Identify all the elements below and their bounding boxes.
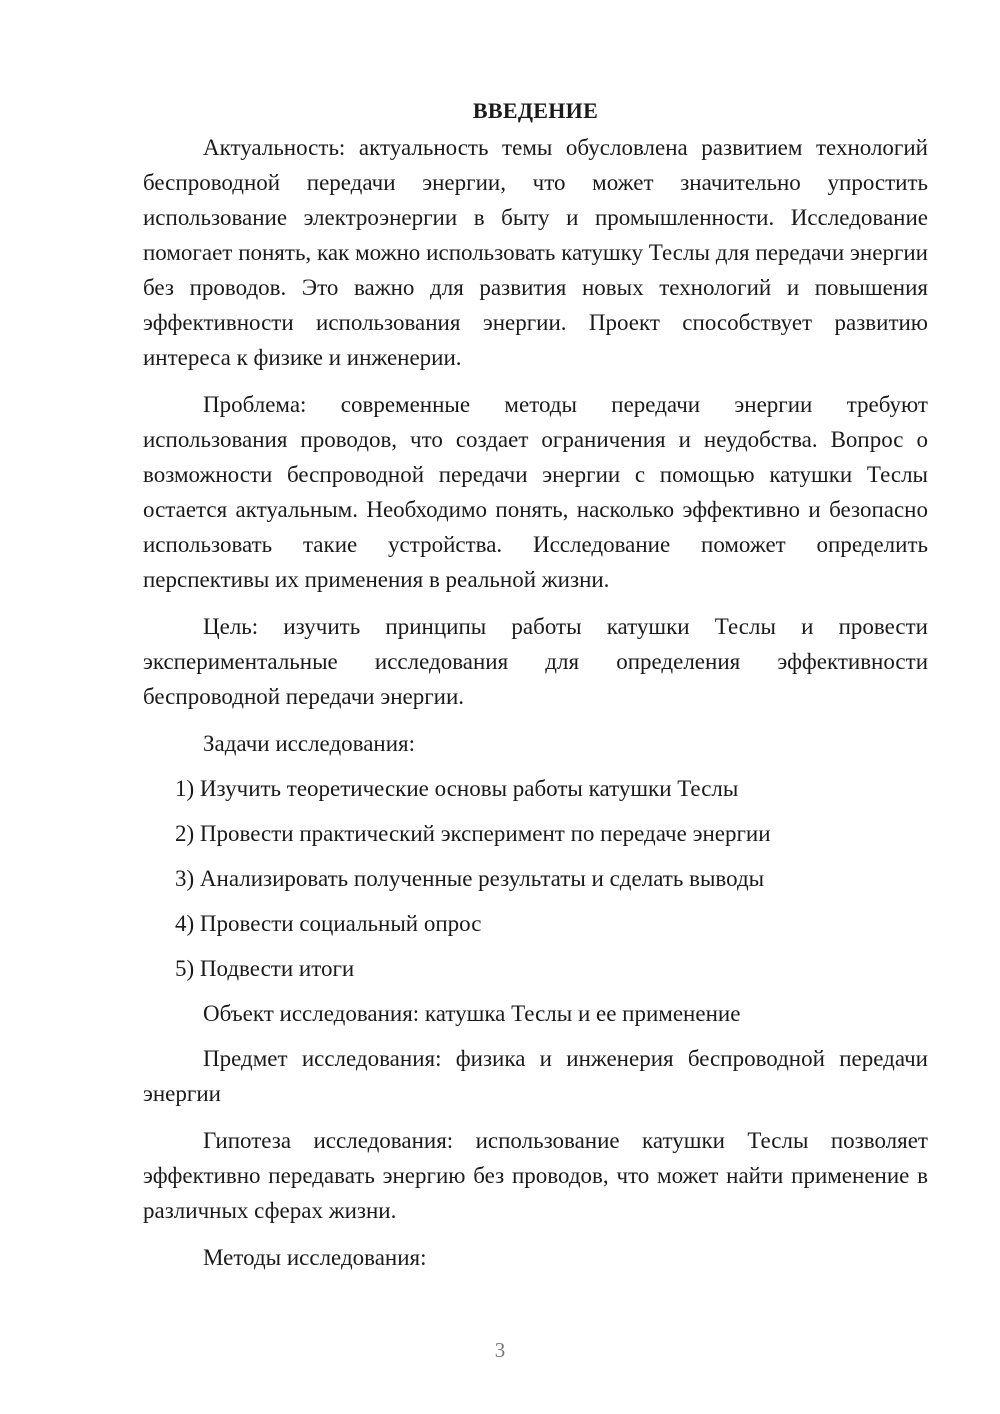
hypothesis-paragraph: Гипотеза исследования: использование катушки Теслы позволяет эффективно передавать энергию без проводов, что может найти применение в различных сферах жизни. <box>143 1128 928 1223</box>
object-paragraph: Объект исследования: катушка Теслы и ее применение <box>203 1001 741 1026</box>
page-number: 3 <box>494 1338 506 1362</box>
task-item-3: 3) Анализировать полученные результаты и сделать выводы <box>175 866 765 891</box>
problem-paragraph: Проблема: современные методы передачи энергии требуют использования проводов, что создает ограничения и неудобства. Вопрос о возможности беспроводной передачи энергии с помощью катушки Теслы остается актуальным. Необходимо понять, насколько эффективно и безопасно использовать такие устройства. Исследование поможет определить перспективы их применения в реальной жизни. <box>143 392 928 592</box>
task-item-5: 5) Подвести итоги <box>175 956 355 981</box>
section-heading: ВВЕДЕНИЕ <box>472 98 599 123</box>
relevance-paragraph: Актуальность: актуальность темы обусловлена развитием технологий беспроводной передачи энергии, что может значительно упростить использование электроэнергии в быту и промышленности. Исследование помогает понять, как можно использовать катушку Теслы для передачи энергии без проводов. Это важно для развития новых технологий и повышения эффективности использования энергии. Проект способствует развитию интереса к физике и инженерии. <box>143 135 928 370</box>
task-item-2: 2) Провести практический эксперимент по передаче энергии <box>175 821 771 846</box>
subject-paragraph: Предмет исследования: физика и инженерия беспроводной передачи энергии <box>143 1046 928 1106</box>
page-content <box>143 93 928 1285</box>
task-list <box>143 771 928 986</box>
task-item-1: 1) Изучить теоретические основы работы катушки Теслы <box>175 776 739 801</box>
goal-paragraph: Цель: изучить принципы работы катушки Теслы и провести экспериментальные исследования для определения эффективности беспроводной передачи энергии. <box>143 614 928 709</box>
methods-title: Методы исследования: <box>203 1245 427 1270</box>
task-item-4: 4) Провести социальный опрос <box>175 911 482 936</box>
tasks-title: Задачи исследования: <box>203 731 416 756</box>
